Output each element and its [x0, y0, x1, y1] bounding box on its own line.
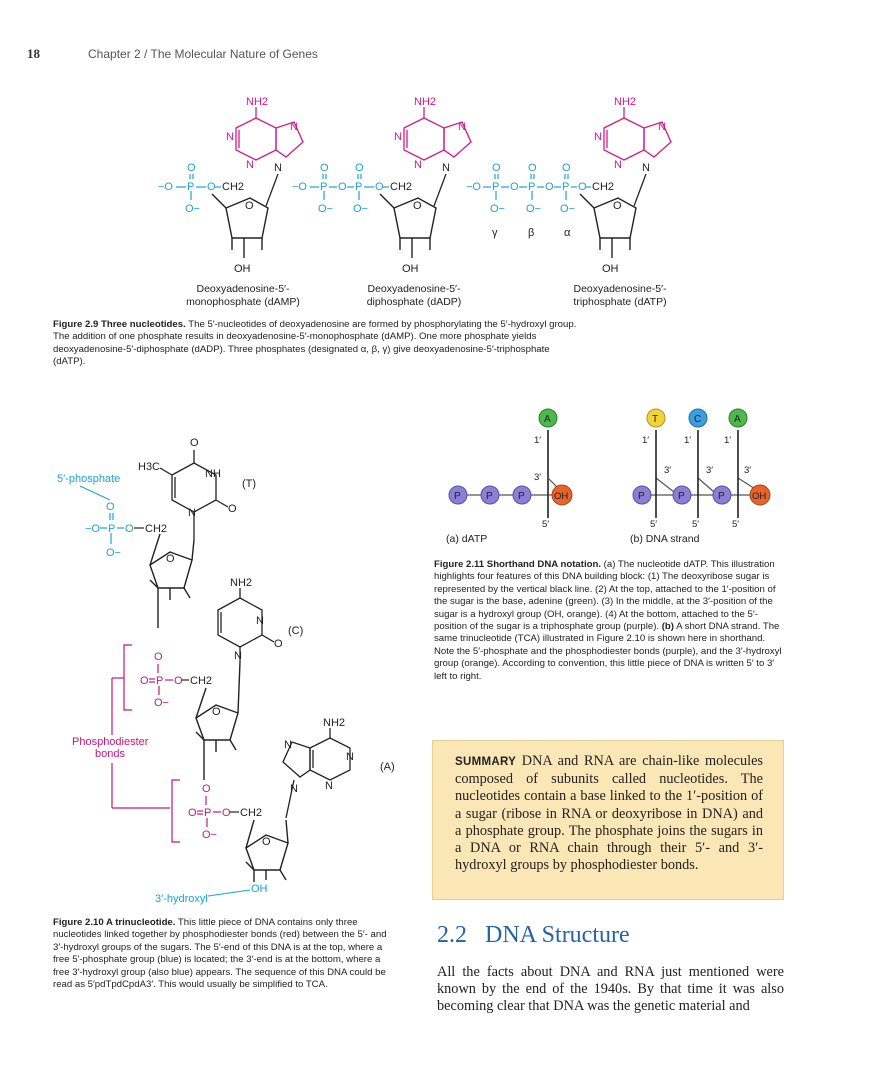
prime-5-label: 5′ [650, 519, 658, 530]
o-label: O [320, 162, 329, 174]
phosphodiester-label-line1: Phosphodiester [72, 736, 149, 748]
o-label: O [154, 651, 163, 663]
section-number: 2.2 [437, 922, 467, 948]
p-label: P [638, 491, 645, 502]
prime-1-label: 1′ [684, 435, 692, 446]
oh-label: OH [602, 263, 619, 275]
o-label: O [190, 437, 199, 449]
figure-2-10-caption [53, 917, 390, 991]
n-label: N [290, 121, 298, 133]
o-label: O [338, 181, 347, 193]
caption-title: Figure 2.9 Three nucleotides. [53, 319, 186, 330]
n-label: N [226, 131, 234, 143]
caption-text: The 5′-nucleotides of deoxyadenosine are formed by phosphorylating the 5′-hydroxyl group. The addition of one phosphate results in deoxyadenosine-5′-monophosphate (dAMP). One more phosphate yields deoxyadenosine-5′-diphosphate (dADP). Three phosphates (designated α, β, γ) give deoxyadenosine-5′-triphosphate (dATP). [53, 319, 577, 368]
p-label: P [204, 807, 212, 819]
oh-label: OH [251, 883, 268, 895]
five-phosphate-label: 5′-phosphate [57, 473, 121, 485]
dadp-label-line2: diphosphate (dADP) [366, 296, 462, 308]
prime-3-label: 3′ [706, 465, 714, 476]
page-number: 18 [27, 46, 40, 61]
p-label: P [528, 181, 536, 193]
minus-o-label: −O [158, 181, 173, 193]
section-body: All the facts about DNA and RNA just mentioned were known by the end of the 1940s. By that time it was also becoming clear that DNA was the genetic material and [437, 964, 784, 1014]
figure-2-10 [0, 430, 420, 905]
o-label: O [207, 181, 216, 193]
ch2-label: CH2 [390, 181, 413, 193]
n-label: N [188, 507, 196, 519]
h3c-label: H3C [138, 461, 161, 473]
caption-text-b: A short DNA strand. The same trinucleotide (TCA) illustrated in Figure 2.10 is shown here in shorthand. Note the 5′-phosphate and the phosphodiester bonds (purple), and the 3′-hydroxyl group (orange). According to convention, this little piece of DNA is written 5′ to 3′ left to right. [434, 621, 782, 682]
n-label: N [234, 650, 242, 662]
o-label: O [187, 162, 196, 174]
adenine-label: (A) [380, 761, 395, 773]
o-label: O [274, 638, 283, 650]
p-label: P [108, 523, 116, 535]
summary-text: DNA and RNA are chain-like molecules composed of subunits called nucleotides. The nucleotides contain a base linked to the 1′-position of a sugar (ribose in RNA or deoxyribose in DNA) and a phosphate group. The phosphate joins the sugars in a DNA or RNA chain through their 5′- and 3′-hydroxyl groups by phosphodiester bonds. [455, 753, 763, 874]
p-label: P [678, 491, 685, 502]
damp-structure [158, 96, 303, 275]
phosphodiester-label-line2: bonds [95, 748, 125, 760]
caption-text: This little piece of DNA contains only three nucleotides linked together by phosphodiester bonds (red) between the 5′- and 3′-hydroxyl groups of the sugars. The 5′-end of this DNA is at the top, where a free 5′-phosphate group (blue) is located; the 3′-end is at the bottom, where a free 3′-hydroxyl group (also blue) appears. The sequence of this DNA could be read as 5′pdTpdCpdA3′. This would usually be simplified to TCA. [53, 917, 387, 991]
cytosine-label: (C) [288, 625, 304, 637]
caption-text-a: (a) The nucleotide dATP. This illustration highlights four features of this DNA building block: (1) The deoxyribose sugar is represented by the vertical black line. (2) At the top, attached to the 1′-position of the sugar is the base, adenine (green). (3) In the middle, at the 3′-position of the sugar is a hydroxyl group (OH, orange). (4) At the bottom, attached to the 5′-position of the sugar is a triphosphate group (purple). [434, 559, 776, 633]
o-label: O [562, 162, 571, 174]
o-label: O [125, 523, 134, 535]
oh-label: OH [752, 491, 767, 502]
ch2-label: CH2 [592, 181, 615, 193]
prime-5-label: 5′ [542, 519, 550, 530]
n-label: N [642, 162, 650, 174]
prime-1-label: 1′ [724, 435, 732, 446]
nh2-label: NH2 [614, 96, 637, 108]
p-label: P [492, 181, 500, 193]
summary-label: SUMMARY [455, 756, 517, 768]
caption-title: Figure 2.11 Shorthand DNA notation. [434, 559, 602, 570]
o-label: O [528, 162, 537, 174]
p-label: P [562, 181, 570, 193]
datp-structure [466, 96, 671, 275]
p-label: P [187, 181, 195, 193]
minus-o-label: −O [466, 181, 481, 193]
o-minus-label: O− [106, 547, 121, 559]
prime-3-label: 3′ [744, 465, 752, 476]
o-label: O [375, 181, 384, 193]
o-minus-label: O− [154, 697, 169, 709]
prime-5-label: 5′ [732, 519, 740, 530]
ch2-label: CH2 [222, 181, 245, 193]
ch2-label: CH2 [145, 523, 168, 535]
running-title: Chapter 2 / The Molecular Nature of Genes [88, 47, 318, 61]
base-a-label: A [734, 414, 741, 425]
nh-label: NH [205, 468, 221, 480]
p-label: P [320, 181, 328, 193]
oh-label: OH [554, 491, 569, 502]
o-label: O [355, 162, 364, 174]
o-minus-label: O− [185, 203, 200, 215]
n-label: N [414, 159, 422, 171]
n-label: N [256, 615, 264, 627]
o-label: O [166, 553, 175, 565]
p-label: P [486, 491, 493, 502]
dadp-structure [292, 96, 471, 275]
n-label: N [290, 783, 298, 795]
nh2-label: NH2 [323, 717, 346, 729]
o-label: O [510, 181, 519, 193]
base-t-label: T [652, 414, 659, 425]
three-hydroxyl-label: 3′-hydroxyl [155, 893, 208, 905]
o-label: O [202, 783, 211, 795]
o-minus-label: O− [490, 203, 505, 215]
ch2-label: CH2 [240, 807, 263, 819]
datp-label-line1: Deoxyadenosine-5′- [573, 283, 667, 295]
o-minus-label: O− [560, 203, 575, 215]
o-label: O [492, 162, 501, 174]
base-c-label: C [694, 414, 702, 425]
caption-bold-b: (b) [661, 621, 674, 633]
damp-label-line1: Deoxyadenosine-5′- [196, 283, 290, 295]
o-label: O [545, 181, 554, 193]
n-label: N [274, 162, 282, 174]
prime-3-label: 3′ [534, 472, 542, 483]
nh2-label: NH2 [414, 96, 437, 108]
minus-o-label: −O [85, 523, 100, 535]
prime-1-label: 1′ [534, 435, 542, 446]
summary-box [432, 740, 784, 900]
n-label: N [246, 159, 254, 171]
o-minus-label: O− [318, 203, 333, 215]
alpha-label: α [564, 227, 571, 239]
panel-b-label: (b) DNA strand [630, 533, 700, 545]
oh-label: OH [402, 263, 419, 275]
p-label: P [518, 491, 525, 502]
n-label: N [346, 751, 354, 763]
figure-2-11 [430, 400, 810, 550]
n-label: N [594, 131, 602, 143]
panel-a-label: (a) dATP [446, 533, 488, 545]
gamma-label: γ [492, 227, 498, 239]
datp-label-line2: triphosphate (dATP) [573, 296, 667, 308]
damp-label-line2: monophosphate (dAMP) [186, 296, 300, 308]
minus-o-label: −O [292, 181, 307, 193]
dadp-label-line1: Deoxyadenosine-5′- [367, 283, 461, 295]
section-title: DNA Structure [485, 922, 630, 948]
o-label: O [212, 706, 221, 718]
n-label: N [394, 131, 402, 143]
ch2-label: CH2 [190, 675, 213, 687]
caption-title: Figure 2.10 A trinucleotide. [53, 917, 176, 928]
figure-2-9 [0, 90, 870, 315]
o-label: O [222, 807, 231, 819]
n-label: N [284, 739, 292, 751]
o-minus-label: O− [526, 203, 541, 215]
o-label: O [140, 675, 149, 687]
nh2-label: NH2 [246, 96, 269, 108]
o-label: O [578, 181, 587, 193]
figure-2-9-caption [53, 319, 583, 369]
prime-5-label: 5′ [692, 519, 700, 530]
o-label: O [262, 836, 271, 848]
prime-3-label: 3′ [664, 465, 672, 476]
base-a-label: A [544, 414, 551, 425]
o-label: O [106, 501, 115, 513]
o-minus-label: O− [202, 829, 217, 841]
n-label: N [442, 162, 450, 174]
o-minus-label: O− [353, 203, 368, 215]
o-label: O [613, 200, 622, 212]
thymine-label: (T) [242, 478, 257, 490]
p-label: P [355, 181, 363, 193]
n-label: N [458, 121, 466, 133]
section-heading [437, 922, 630, 949]
o-label: O [245, 200, 254, 212]
nh2-label: NH2 [230, 577, 253, 589]
n-label: N [614, 159, 622, 171]
figure-2-11-caption [434, 559, 784, 683]
p-label: P [156, 675, 164, 687]
oh-label: OH [234, 263, 251, 275]
prime-1-label: 1′ [642, 435, 650, 446]
o-label: O [174, 675, 183, 687]
n-label: N [325, 780, 333, 792]
beta-label: β [528, 227, 535, 239]
p-label: P [454, 491, 461, 502]
o-label: O [228, 503, 237, 515]
n-label: N [658, 121, 666, 133]
o-label: O [413, 200, 422, 212]
p-label: P [718, 491, 725, 502]
o-label: O [188, 807, 197, 819]
